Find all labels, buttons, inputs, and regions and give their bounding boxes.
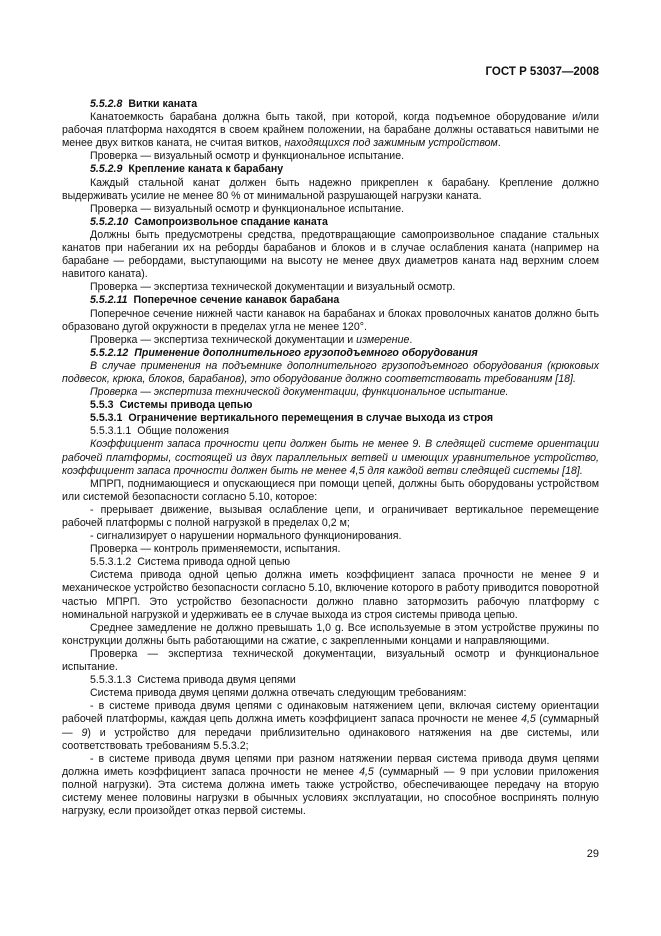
paragraph-text: - в системе привода двумя цепями с одинаковым натяжением цепи, включая систему ориентации рабочей платформы, каждая цепь должна иметь коэффициент запаса прочности не менее	[62, 700, 599, 726]
paragraph	[62, 530, 599, 543]
section-heading	[62, 216, 599, 229]
paragraph	[62, 360, 599, 386]
paragraph	[62, 386, 599, 399]
paragraph-text: Проверка — визуальный осмотр и функциональное испытание.	[90, 150, 405, 163]
paragraph-emphasis: 9	[81, 726, 88, 739]
section-number: 5.5.3	[90, 399, 114, 412]
paragraph-text: Должны быть предусмотрены средства, предотвращающие самопроизвольное спадание стальных канатов при набегании их на реборды барабанов и блоков и в случае ослабления каната (например на барабане — ребордами, выступающими на высоту не менее двух диаметров каната над верхним слоем навитого каната).	[62, 228, 599, 281]
section-number: 5.5.2.8	[90, 98, 123, 110]
section-heading	[62, 556, 599, 569]
paragraph	[62, 569, 599, 621]
paragraph-emphasis: находящихся под зажимным устройством	[284, 137, 498, 150]
paragraph-text: - прерывает движение, вызывая ослабление цепи, и ограничивает вертикальное перемещение рабочей платформы с полной нагрузкой в пределах 0,2 м;	[62, 503, 599, 529]
section-heading	[62, 674, 599, 687]
paragraph-emphasis: 4,5	[359, 765, 374, 778]
paragraph	[62, 177, 599, 203]
paragraph	[62, 687, 599, 700]
section-number: 5.5.3.1	[90, 412, 123, 425]
paragraph	[62, 150, 599, 163]
paragraph-text: Система привода двумя цепями должна отвечать следующим требованиям:	[90, 687, 467, 700]
section-title: Поперечное сечение канавок барабана	[133, 294, 340, 307]
paragraph-text: ) и устройство для передачи приблизительно одинакового натяжения на две системы, или соответствовать требованиям 5.5.3.2;	[62, 726, 599, 752]
paragraph	[62, 543, 599, 556]
document-id: ГОСТ Р 53037—2008	[485, 66, 599, 78]
paragraph	[62, 281, 599, 294]
paragraph	[62, 753, 599, 818]
paragraph-text: Проверка — экспертиза технической документации и визуальный осмотр.	[90, 281, 456, 294]
section-heading	[62, 425, 599, 438]
section-title: Самопроизвольное спадание каната	[134, 215, 328, 228]
section-title: Система привода двумя цепями	[137, 674, 296, 687]
section-title: Ограничение вертикального перемещения в случае выхода из строя	[128, 412, 494, 425]
paragraph-text: и механическое устройство безопасности согласно 5.10, включение которого в работу приводится поворотной частью МПРП. Это устройство безопасности должно плавно затормозить рабочую платформу с номинальной нагрузкой и удерживать ее в случае выхода из строя системы привода цепью.	[62, 569, 599, 621]
paragraph-text: Поперечное сечение нижней части канавок на барабанах и блоках проволочных канатов должно быть образовано дугой окружности в пределах угла не менее 120°.	[62, 307, 599, 333]
section-heading	[62, 399, 599, 412]
section-heading	[62, 347, 599, 360]
paragraph-emphasis: 9	[579, 569, 586, 582]
paragraph-text: Система привода одной цепью должна иметь коэффициент запаса прочности не менее	[90, 569, 580, 582]
section-title: Применение дополнительного грузоподъемного оборудования	[134, 346, 478, 359]
paragraph-text: Проверка — визуальный осмотр и функциональное испытание.	[90, 202, 405, 215]
paragraph-text: .	[497, 137, 501, 150]
section-title: Крепление каната к барабану	[128, 163, 284, 176]
paragraph-text: (суммарный — 9 при условии приложения полной нагрузки). Эта система должна иметь также устройство, обеспечивающее передачу на вторую систему менее половины нагрузки в обычных условиях эксплуатации, но способное воспринять полную нагрузку, если произойдет отказ первой системы.	[62, 765, 599, 818]
paragraph-text: - сигнализирует о нарушении нормального функционирования.	[90, 530, 402, 543]
section-number: 5.5.2.11	[90, 294, 128, 307]
paragraph-text: Проверка — экспертиза технической документации, функциональное испытание.	[90, 386, 509, 399]
paragraph-text: Проверка — экспертиза технической документации, визуальный осмотр и функциональное испытание.	[62, 647, 599, 674]
paragraph-text: Коэффициент запаса прочности цепи должен быть не менее 9. В следящей системе ориентации рабочей платформы, состоящей из двух параллельных ветвей и имеющих уравнительное устройство, коэффициент запаса прочности должен быть не менее 4,5 для каждой ветви следящей системы [18].	[62, 438, 599, 477]
paragraph-emphasis: 4,5	[521, 713, 536, 726]
section-title: Витки каната	[128, 98, 198, 110]
paragraph-text: - в системе привода двумя цепями при разном натяжении первая система привода двумя цепями должна иметь коэффициент запаса прочности не менее	[62, 752, 599, 778]
paragraph	[62, 478, 599, 504]
paragraph-text: В случае применения на подъемнике дополнительного грузоподъемного оборудования (крюковых подвесок, крюка, блоков, барабанов), это оборудование должно соответствовать требованиям [18].	[62, 359, 599, 385]
section-heading	[62, 294, 599, 307]
paragraph	[62, 111, 599, 150]
paragraph-text: Канатоемкость барабана должна быть такой, при которой, когда подъемное оборудование и/или рабочая платформа находятся в своем крайнем положении, на барабане должны оставаться навитыми не менее двух витков каната, не считая витков,	[62, 111, 599, 150]
page-body	[62, 98, 599, 818]
paragraph-text: Каждый стальной канат должен быть надежно прикреплен к барабану. Крепление должно выдерживать усилие не менее 80 % от минимальной разрушающей нагрузки каната.	[62, 176, 599, 202]
section-number: 5.5.2.10	[90, 215, 129, 228]
page-number: 29	[586, 848, 599, 860]
paragraph-text: Проверка — контроль применяемости, испытания.	[90, 543, 341, 556]
paragraph	[62, 648, 599, 674]
paragraph-text: МПРП, поднимающиеся и опускающиеся при помощи цепей, должны быть оборудованы устройством или системой безопасности согласно 5.10, которое:	[62, 477, 599, 503]
paragraph-text: Среднее замедление не должно превышать 1,0 g. Все используемые в этом устройстве пружины по конструкции должны быть работающими на сжатие, с закрепленными концами и направляющими.	[62, 621, 599, 647]
section-title: Общие положения	[137, 425, 229, 438]
paragraph	[62, 308, 599, 334]
paragraph	[62, 504, 599, 530]
section-number: 5.5.2.12	[90, 346, 129, 359]
paragraph	[62, 438, 599, 477]
section-title: Система привода одной цепью	[137, 556, 291, 569]
paragraph-text: Проверка — экспертиза технической документации и	[90, 333, 357, 346]
paragraph	[62, 229, 599, 281]
paragraph	[62, 700, 599, 752]
paragraph-text: .	[409, 333, 413, 346]
section-number: 5.5.3.1.1	[90, 425, 132, 438]
section-title: Системы привода цепью	[119, 399, 253, 412]
section-heading	[62, 412, 599, 425]
paragraph	[62, 334, 599, 347]
paragraph	[62, 203, 599, 216]
paragraph-emphasis: измерение	[356, 333, 410, 346]
section-number: 5.5.3.1.2	[90, 556, 132, 569]
paragraph	[62, 622, 599, 648]
paragraph-text: (суммарный —	[62, 713, 599, 739]
section-heading	[62, 98, 599, 111]
section-number: 5.5.3.1.3	[90, 674, 132, 687]
section-number: 5.5.2.9	[90, 163, 123, 176]
section-heading	[62, 163, 599, 176]
